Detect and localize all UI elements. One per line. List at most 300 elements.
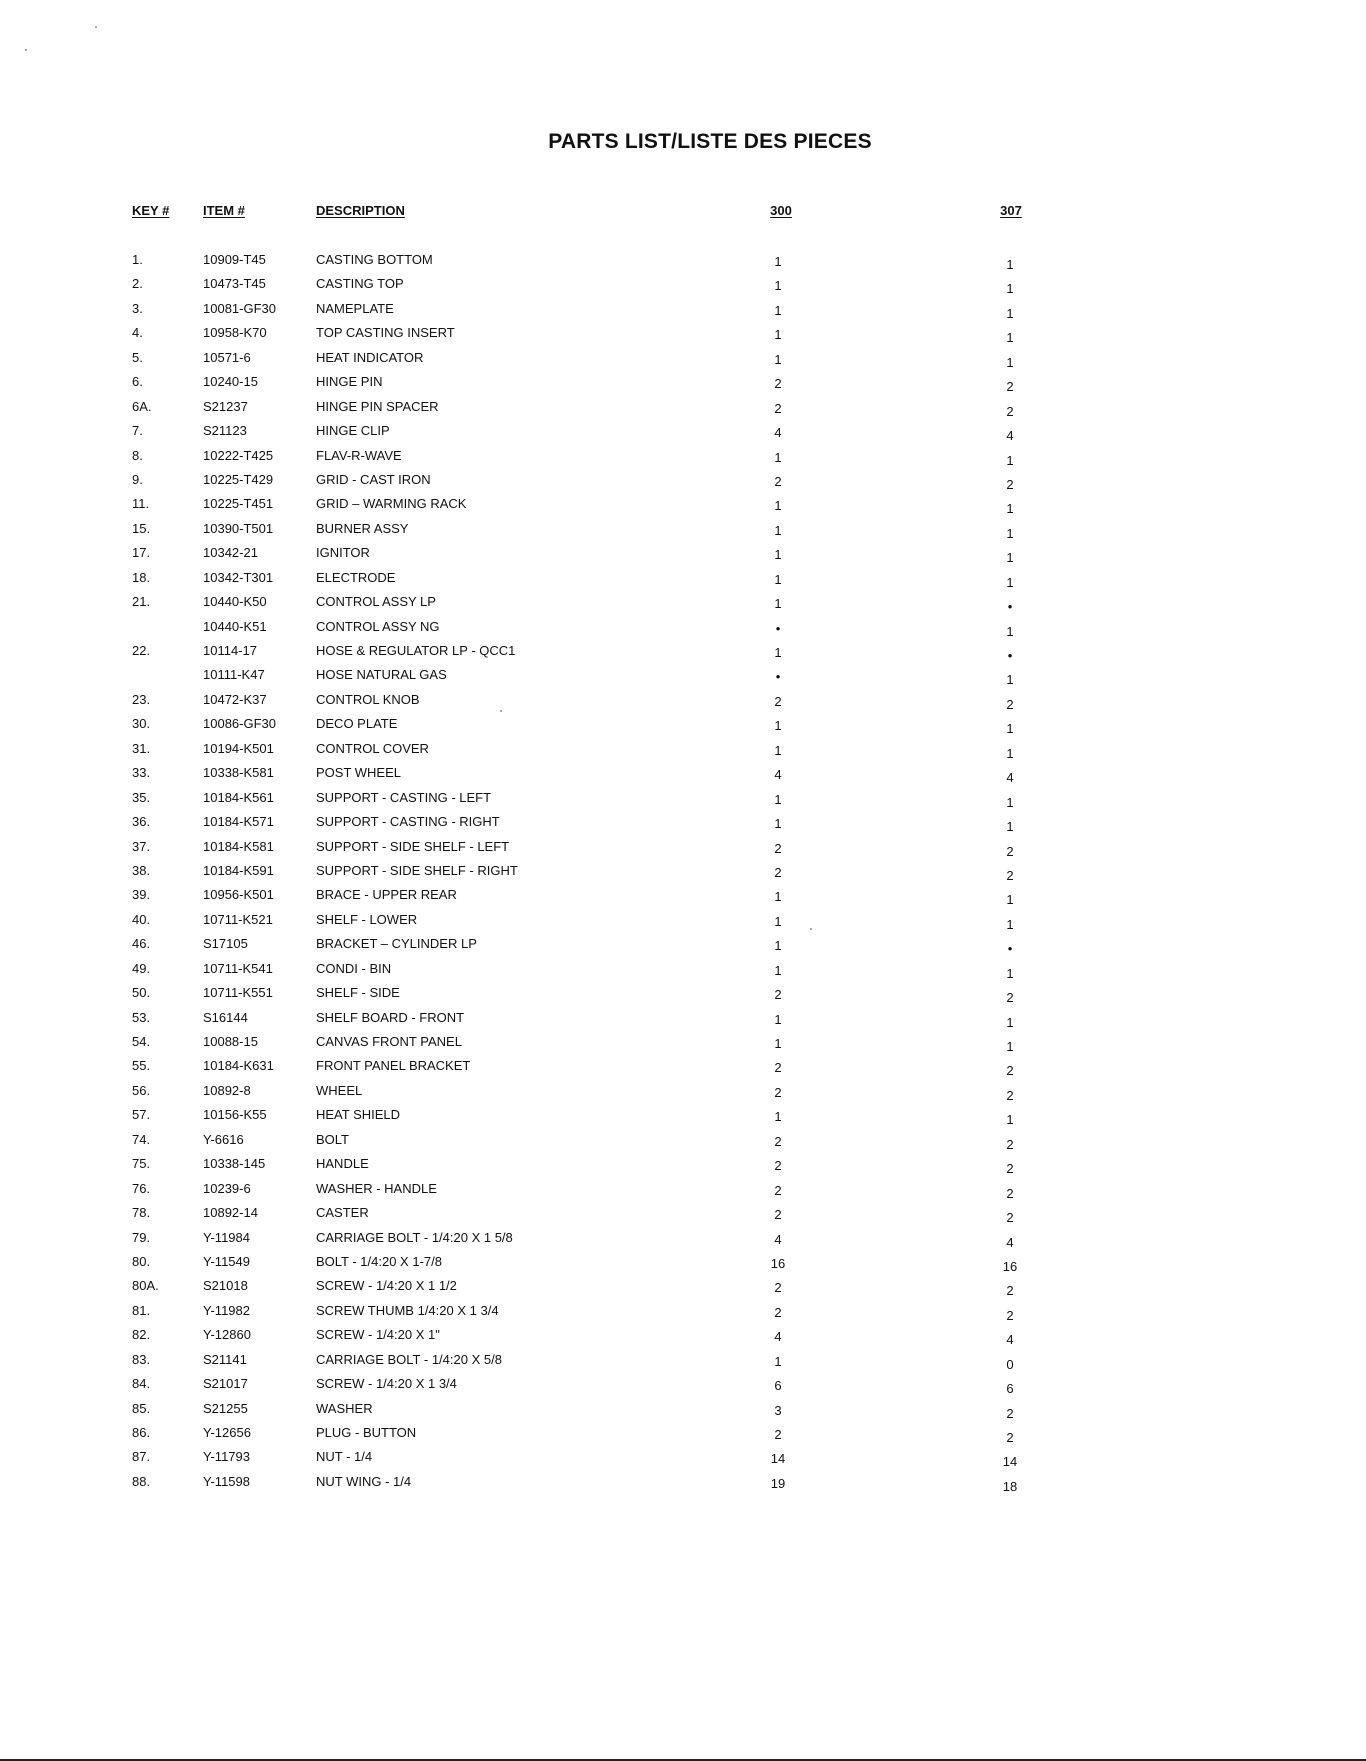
key-number: 1.: [132, 252, 143, 267]
item-number: 10240-15: [203, 374, 258, 390]
table-row: [0, 1107, 1366, 1131]
key-number: 57.: [132, 1107, 151, 1123]
item-number: Y-11598: [203, 1473, 250, 1489]
key-number: 5.: [132, 349, 143, 365]
item-number: 10111-K47: [203, 667, 265, 683]
quantity-307: 1: [1006, 892, 1014, 908]
key-number: 75.: [132, 1156, 151, 1172]
quantity-300: 1: [774, 1036, 782, 1051]
part-description: CONDI - BIN: [316, 960, 392, 976]
part-description: BRACE - UPPER REAR: [316, 887, 457, 903]
key-number: 80A.: [132, 1278, 159, 1294]
column-header-model-300: 300: [770, 203, 792, 218]
item-number: 10338-K581: [203, 765, 274, 781]
quantity-307: 1: [1006, 281, 1014, 297]
quantity-307: 2: [1006, 1430, 1014, 1445]
quantity-300: 1: [774, 938, 782, 954]
quantity-307: 2: [1006, 1185, 1014, 1201]
scan-speck: [95, 26, 97, 28]
quantity-307: 1: [1006, 452, 1014, 468]
key-number: 18.: [132, 569, 151, 585]
scan-speck: [500, 710, 502, 712]
key-number: 37.: [132, 838, 151, 854]
quantity-307: 1: [1006, 330, 1014, 346]
table-row: [0, 350, 1366, 374]
item-number: 10194-K501: [203, 740, 274, 756]
quantity-300: 19: [770, 1475, 786, 1491]
key-number: 8.: [132, 447, 143, 463]
part-description: SHELF - SIDE: [316, 985, 400, 1001]
table-row: [0, 985, 1366, 1009]
item-number: 10440-K51: [203, 618, 267, 634]
table-row: [0, 594, 1366, 618]
key-number: 46.: [132, 936, 151, 952]
item-number: 10222-T425: [203, 447, 274, 463]
table-row: [0, 936, 1366, 960]
item-number: 10342-21: [203, 545, 258, 561]
quantity-307: 1: [1006, 525, 1014, 541]
item-number: 10711-K521: [203, 911, 273, 927]
quantity-300: 1: [774, 962, 782, 978]
quantity-300: 2: [774, 1060, 782, 1076]
part-description: CASTING BOTTOM: [316, 252, 433, 267]
item-number: 10081-GF30: [203, 300, 276, 316]
key-number: 35.: [132, 789, 151, 805]
column-header-description: DESCRIPTION: [316, 203, 405, 218]
item-number: S21255: [203, 1400, 248, 1416]
quantity-300: 2: [774, 840, 782, 856]
scan-speck: [25, 49, 27, 51]
table-row: [0, 496, 1366, 520]
quantity-307: 4: [1006, 428, 1014, 444]
part-description: CONTROL ASSY LP: [316, 594, 436, 610]
quantity-307: 2: [1006, 696, 1014, 712]
table-row: [0, 1449, 1366, 1473]
quantity-307: 2: [1006, 1405, 1014, 1421]
quantity-307: 2: [1006, 1136, 1014, 1152]
item-number: 10571-6: [203, 349, 251, 365]
quantity-300: 2: [774, 1207, 782, 1223]
table-row: [0, 619, 1366, 643]
key-number: 17.: [132, 545, 151, 561]
part-description: CONTROL KNOB: [316, 691, 420, 707]
part-description: TOP CASTING INSERT: [316, 325, 455, 341]
quantity-307: 1: [1006, 305, 1014, 321]
quantity-307: 2: [1006, 1063, 1014, 1079]
quantity-300: 1: [774, 547, 782, 563]
part-description: SCREW - 1/4:20 X 1 3/4: [316, 1376, 457, 1392]
column-header-key: KEY #: [132, 203, 170, 218]
item-number: 10909-T45: [203, 252, 266, 267]
table-row: [0, 887, 1366, 911]
item-number: Y-6616: [203, 1131, 244, 1147]
item-number: 10472-K37: [203, 691, 267, 707]
quantity-307: 1: [1006, 1112, 1014, 1128]
quantity-300: 1: [774, 278, 782, 294]
quantity-300: 6: [774, 1378, 782, 1394]
table-row: [0, 301, 1366, 325]
quantity-307: 1: [1006, 721, 1014, 737]
part-description: SHELF BOARD - FRONT: [316, 1009, 465, 1025]
quantity-307: 1: [1006, 672, 1014, 688]
part-description: NUT - 1/4: [316, 1449, 373, 1465]
key-number: 76.: [132, 1180, 151, 1196]
quantity-307: 2: [1006, 843, 1014, 859]
key-number: 81.: [132, 1302, 151, 1318]
quantity-307: 6: [1006, 1381, 1014, 1397]
quantity-307: 0: [1006, 1356, 1014, 1372]
key-number: 6.: [132, 374, 143, 390]
quantity-307: 1: [1006, 623, 1014, 639]
quantity-300: 2: [774, 1084, 782, 1100]
table-row: [0, 521, 1366, 545]
key-number: 6A.: [132, 398, 152, 414]
quantity-307: 1: [1006, 574, 1014, 590]
item-number: 10184-K561: [203, 789, 274, 805]
part-description: WASHER - HANDLE: [316, 1180, 437, 1196]
table-row: [0, 1474, 1366, 1498]
table-row: [0, 325, 1366, 349]
quantity-300: 2: [774, 1158, 782, 1174]
quantity-307: 1: [1006, 916, 1014, 932]
item-number: 10086-GF30: [203, 716, 276, 732]
quantity-307: 1: [1006, 819, 1014, 835]
key-number: 86.: [132, 1425, 151, 1440]
part-description: IGNITOR: [316, 545, 370, 561]
quantity-300: 4: [774, 1231, 782, 1247]
quantity-300: 1: [774, 327, 782, 343]
table-row: [0, 570, 1366, 594]
quantity-300: 3: [774, 1402, 782, 1418]
quantity-300: 2: [774, 376, 782, 392]
key-number: 82.: [132, 1327, 151, 1343]
key-number: 78.: [132, 1205, 151, 1221]
table-row: [0, 741, 1366, 765]
item-number: S21141: [203, 1351, 247, 1367]
key-number: 50.: [132, 985, 151, 1001]
table-row: [0, 912, 1366, 936]
item-number: S21018: [203, 1278, 248, 1294]
part-description: PLUG - BUTTON: [316, 1425, 417, 1440]
part-description: SCREW - 1/4:20 X 1 1/2: [316, 1278, 457, 1294]
quantity-300: 4: [774, 1329, 782, 1345]
item-number: 10711-K541: [203, 960, 273, 976]
quantity-300: 1: [774, 449, 782, 465]
item-number: 10338-145: [203, 1156, 266, 1172]
quantity-307: 4: [1006, 1332, 1014, 1348]
quantity-307: 2: [1006, 867, 1014, 883]
quantity-300: 2: [774, 1427, 782, 1442]
item-number: 10239-6: [203, 1180, 251, 1196]
quantity-307: 1: [1006, 794, 1014, 810]
item-number: S16144: [203, 1009, 248, 1025]
table-row: [0, 1181, 1366, 1205]
item-number: Y-11982: [203, 1302, 250, 1318]
part-description: HEAT INDICATOR: [316, 349, 424, 365]
quantity-300: 2: [774, 693, 782, 709]
part-description: HOSE & REGULATOR LP - QCC1: [316, 643, 516, 658]
key-number: 11.: [132, 496, 150, 512]
key-number: 80.: [132, 1253, 151, 1269]
table-row: [0, 545, 1366, 569]
key-number: 4.: [132, 325, 143, 341]
key-number: 53.: [132, 1009, 151, 1025]
key-number: 79.: [132, 1229, 151, 1245]
key-number: 36.: [132, 814, 151, 830]
item-number: Y-11549: [203, 1253, 250, 1269]
table-row: [0, 399, 1366, 423]
part-description: CARRIAGE BOLT - 1/4:20 X 1 5/8: [316, 1229, 513, 1245]
quantity-300: 1: [774, 742, 782, 758]
quantity-300: 2: [774, 864, 782, 880]
key-number: 31.: [132, 740, 151, 756]
item-number: 10440-K50: [203, 594, 267, 610]
table-row: [0, 1254, 1366, 1278]
key-number: 55.: [132, 1058, 151, 1074]
key-number: 74.: [132, 1131, 151, 1147]
part-description: WASHER: [316, 1400, 373, 1416]
quantity-307: 1: [1006, 354, 1014, 370]
part-description: SUPPORT - CASTING - LEFT: [316, 789, 492, 805]
part-description: SUPPORT - CASTING - RIGHT: [316, 814, 500, 830]
item-number: 10956-K501: [203, 887, 274, 903]
quantity-300: 2: [774, 400, 782, 416]
item-number: 10892-14: [203, 1205, 258, 1221]
part-description: GRID - CAST IRON: [316, 471, 431, 487]
key-number: 84.: [132, 1376, 151, 1392]
table-row: [0, 1230, 1366, 1254]
key-number: 2.: [132, 276, 143, 292]
item-number: S21123: [203, 423, 247, 439]
table-row: [0, 1303, 1366, 1327]
table-row: [0, 863, 1366, 887]
key-number: 40.: [132, 911, 151, 927]
page-title: PARTS LIST/LISTE DES PIECES: [548, 130, 872, 153]
table-row: [0, 1156, 1366, 1180]
part-description: FRONT PANEL BRACKET: [316, 1058, 471, 1074]
part-description: HINGE CLIP: [316, 423, 390, 439]
quantity-307: 2: [1006, 990, 1014, 1006]
quantity-300: 2: [774, 473, 782, 489]
quantity-307: 1: [1006, 745, 1014, 761]
table-row: [0, 716, 1366, 740]
quantity-307: 4: [1006, 770, 1014, 786]
item-number: 10473-T45: [203, 276, 266, 292]
quantity-307: 18: [1002, 1478, 1018, 1494]
part-description: HINGE PIN: [316, 374, 383, 390]
table-row: [0, 961, 1366, 985]
quantity-300: 14: [770, 1451, 786, 1467]
quantity-300: 1: [774, 913, 782, 929]
part-description: GRID – WARMING RACK: [316, 496, 467, 512]
quantity-300: •: [775, 669, 781, 685]
quantity-300: 1: [774, 302, 782, 318]
table-row: [0, 1376, 1366, 1400]
table-row: [0, 790, 1366, 814]
quantity-300: •: [775, 620, 781, 636]
table-row: [0, 1278, 1366, 1302]
part-description: SCREW - 1/4:20 X 1": [316, 1327, 440, 1343]
table-row: [0, 667, 1366, 691]
key-number: 23.: [132, 691, 151, 707]
quantity-307: 4: [1006, 1234, 1014, 1250]
part-description: CASTING TOP: [316, 276, 404, 292]
table-row: [0, 1034, 1366, 1058]
item-number: 10958-K70: [203, 325, 267, 341]
quantity-307: 2: [1006, 476, 1014, 492]
item-number: S21017: [203, 1376, 248, 1392]
quantity-307: •: [1007, 648, 1013, 663]
quantity-307: 2: [1006, 403, 1014, 419]
column-header-model-307: 307: [1000, 203, 1022, 218]
quantity-307: 1: [1006, 550, 1014, 566]
part-description: POST WHEEL: [316, 765, 402, 781]
part-description: SHELF - LOWER: [316, 911, 418, 927]
quantity-307: 2: [1006, 379, 1014, 395]
table-row: [0, 765, 1366, 789]
quantity-300: 16: [770, 1255, 786, 1271]
key-number: 21.: [132, 594, 151, 610]
part-description: CONTROL COVER: [316, 740, 429, 756]
table-row: [0, 643, 1366, 667]
quantity-307: 1: [1006, 257, 1014, 272]
part-description: BRACKET – CYLINDER LP: [316, 936, 477, 952]
quantity-307: •: [1007, 941, 1013, 957]
quantity-300: 1: [774, 1109, 782, 1125]
part-description: CARRIAGE BOLT - 1/4:20 X 5/8: [316, 1351, 502, 1367]
item-number: 10156-K55: [203, 1107, 267, 1123]
key-number: 87.: [132, 1449, 151, 1465]
key-number: 15.: [132, 520, 151, 536]
item-number: 10184-K631: [203, 1058, 274, 1074]
item-number: Y-11793: [203, 1449, 250, 1465]
part-description: BURNER ASSY: [316, 520, 409, 536]
quantity-300: 1: [774, 718, 782, 734]
key-number: 83.: [132, 1351, 151, 1367]
table-row: [0, 276, 1366, 300]
part-description: DECO PLATE: [316, 716, 398, 732]
table-row: [0, 814, 1366, 838]
quantity-307: 2: [1006, 1161, 1014, 1177]
column-header-item: ITEM #: [203, 203, 245, 218]
part-description: SUPPORT - SIDE SHELF - RIGHT: [316, 862, 518, 878]
key-number: 49.: [132, 960, 151, 976]
quantity-307: 1: [1006, 501, 1014, 517]
table-row: [0, 1132, 1366, 1156]
item-number: Y-11984: [203, 1229, 250, 1245]
part-description: HANDLE: [316, 1156, 369, 1172]
item-number: 10184-K581: [203, 838, 274, 854]
item-number: Y-12656: [203, 1425, 251, 1440]
item-number: 10390-T501: [203, 520, 274, 536]
table-row: [0, 252, 1366, 276]
table-row: [0, 423, 1366, 447]
part-description: SCREW THUMB 1/4:20 X 1 3/4: [316, 1302, 499, 1318]
key-number: 7.: [132, 423, 143, 439]
quantity-300: 1: [774, 1011, 782, 1027]
table-row: [0, 1058, 1366, 1082]
quantity-300: 1: [774, 645, 782, 660]
part-description: CANVAS FRONT PANEL: [316, 1034, 462, 1049]
table-row: [0, 374, 1366, 398]
part-description: ELECTRODE: [316, 569, 396, 585]
quantity-300: 2: [774, 1182, 782, 1198]
part-description: HINGE PIN SPACER: [316, 398, 439, 414]
table-row: [0, 448, 1366, 472]
item-number: Y-12860: [203, 1327, 251, 1343]
key-number: 9.: [132, 471, 143, 487]
item-number: 10088-15: [203, 1034, 258, 1049]
key-number: 22.: [132, 643, 151, 658]
item-number: 10114-17: [203, 643, 257, 658]
parts-table: [0, 252, 1366, 1498]
quantity-307: •: [1007, 599, 1013, 615]
table-row: [0, 1401, 1366, 1425]
quantity-307: 1: [1006, 965, 1014, 981]
item-number: S17105: [203, 936, 248, 952]
table-row: [0, 1205, 1366, 1229]
item-number: 10225-T429: [203, 471, 274, 487]
quantity-300: 1: [774, 1353, 782, 1369]
quantity-300: 1: [774, 889, 782, 905]
table-row: [0, 1327, 1366, 1351]
table-row: [0, 1083, 1366, 1107]
quantity-307: 2: [1006, 1087, 1014, 1103]
key-number: 38.: [132, 862, 151, 878]
part-description: NUT WING - 1/4: [316, 1473, 412, 1489]
item-number: S21237: [203, 398, 248, 414]
quantity-307: 2: [1006, 1210, 1014, 1226]
part-description: WHEEL: [316, 1082, 363, 1098]
quantity-300: 4: [774, 767, 782, 783]
table-row: [0, 472, 1366, 496]
item-number: 10225-T451: [203, 496, 274, 512]
quantity-300: 1: [774, 791, 782, 807]
quantity-300: 1: [774, 596, 782, 612]
quantity-300: 2: [774, 1280, 782, 1296]
table-row: [0, 1425, 1366, 1449]
part-description: CASTER: [316, 1205, 369, 1221]
part-description: NAMEPLATE: [316, 300, 394, 316]
key-number: 85.: [132, 1400, 151, 1416]
item-number: 10184-K571: [203, 814, 274, 830]
key-number: 33.: [132, 765, 151, 781]
key-number: 88.: [132, 1473, 151, 1489]
quantity-307: 1: [1006, 1039, 1014, 1054]
table-row: [0, 839, 1366, 863]
table-row: [0, 1010, 1366, 1034]
quantity-307: 2: [1006, 1283, 1014, 1299]
item-number: 10711-K551: [203, 985, 273, 1001]
quantity-300: 2: [774, 987, 782, 1003]
quantity-300: 4: [774, 425, 782, 441]
quantity-300: 1: [774, 522, 782, 538]
table-row: [0, 1352, 1366, 1376]
quantity-300: 1: [774, 816, 782, 832]
item-number: 10184-K591: [203, 862, 274, 878]
part-description: BOLT - 1/4:20 X 1-7/8: [316, 1253, 442, 1269]
part-description: BOLT: [316, 1131, 349, 1147]
part-description: HEAT SHIELD: [316, 1107, 401, 1123]
quantity-300: 1: [774, 571, 782, 587]
quantity-300: 2: [774, 1133, 782, 1149]
item-number: 10892-8: [203, 1082, 251, 1098]
quantity-307: 14: [1002, 1454, 1018, 1470]
part-description: HOSE NATURAL GAS: [316, 667, 447, 683]
table-row: [0, 692, 1366, 716]
quantity-307: 1: [1006, 1014, 1014, 1030]
quantity-300: 1: [774, 498, 782, 514]
